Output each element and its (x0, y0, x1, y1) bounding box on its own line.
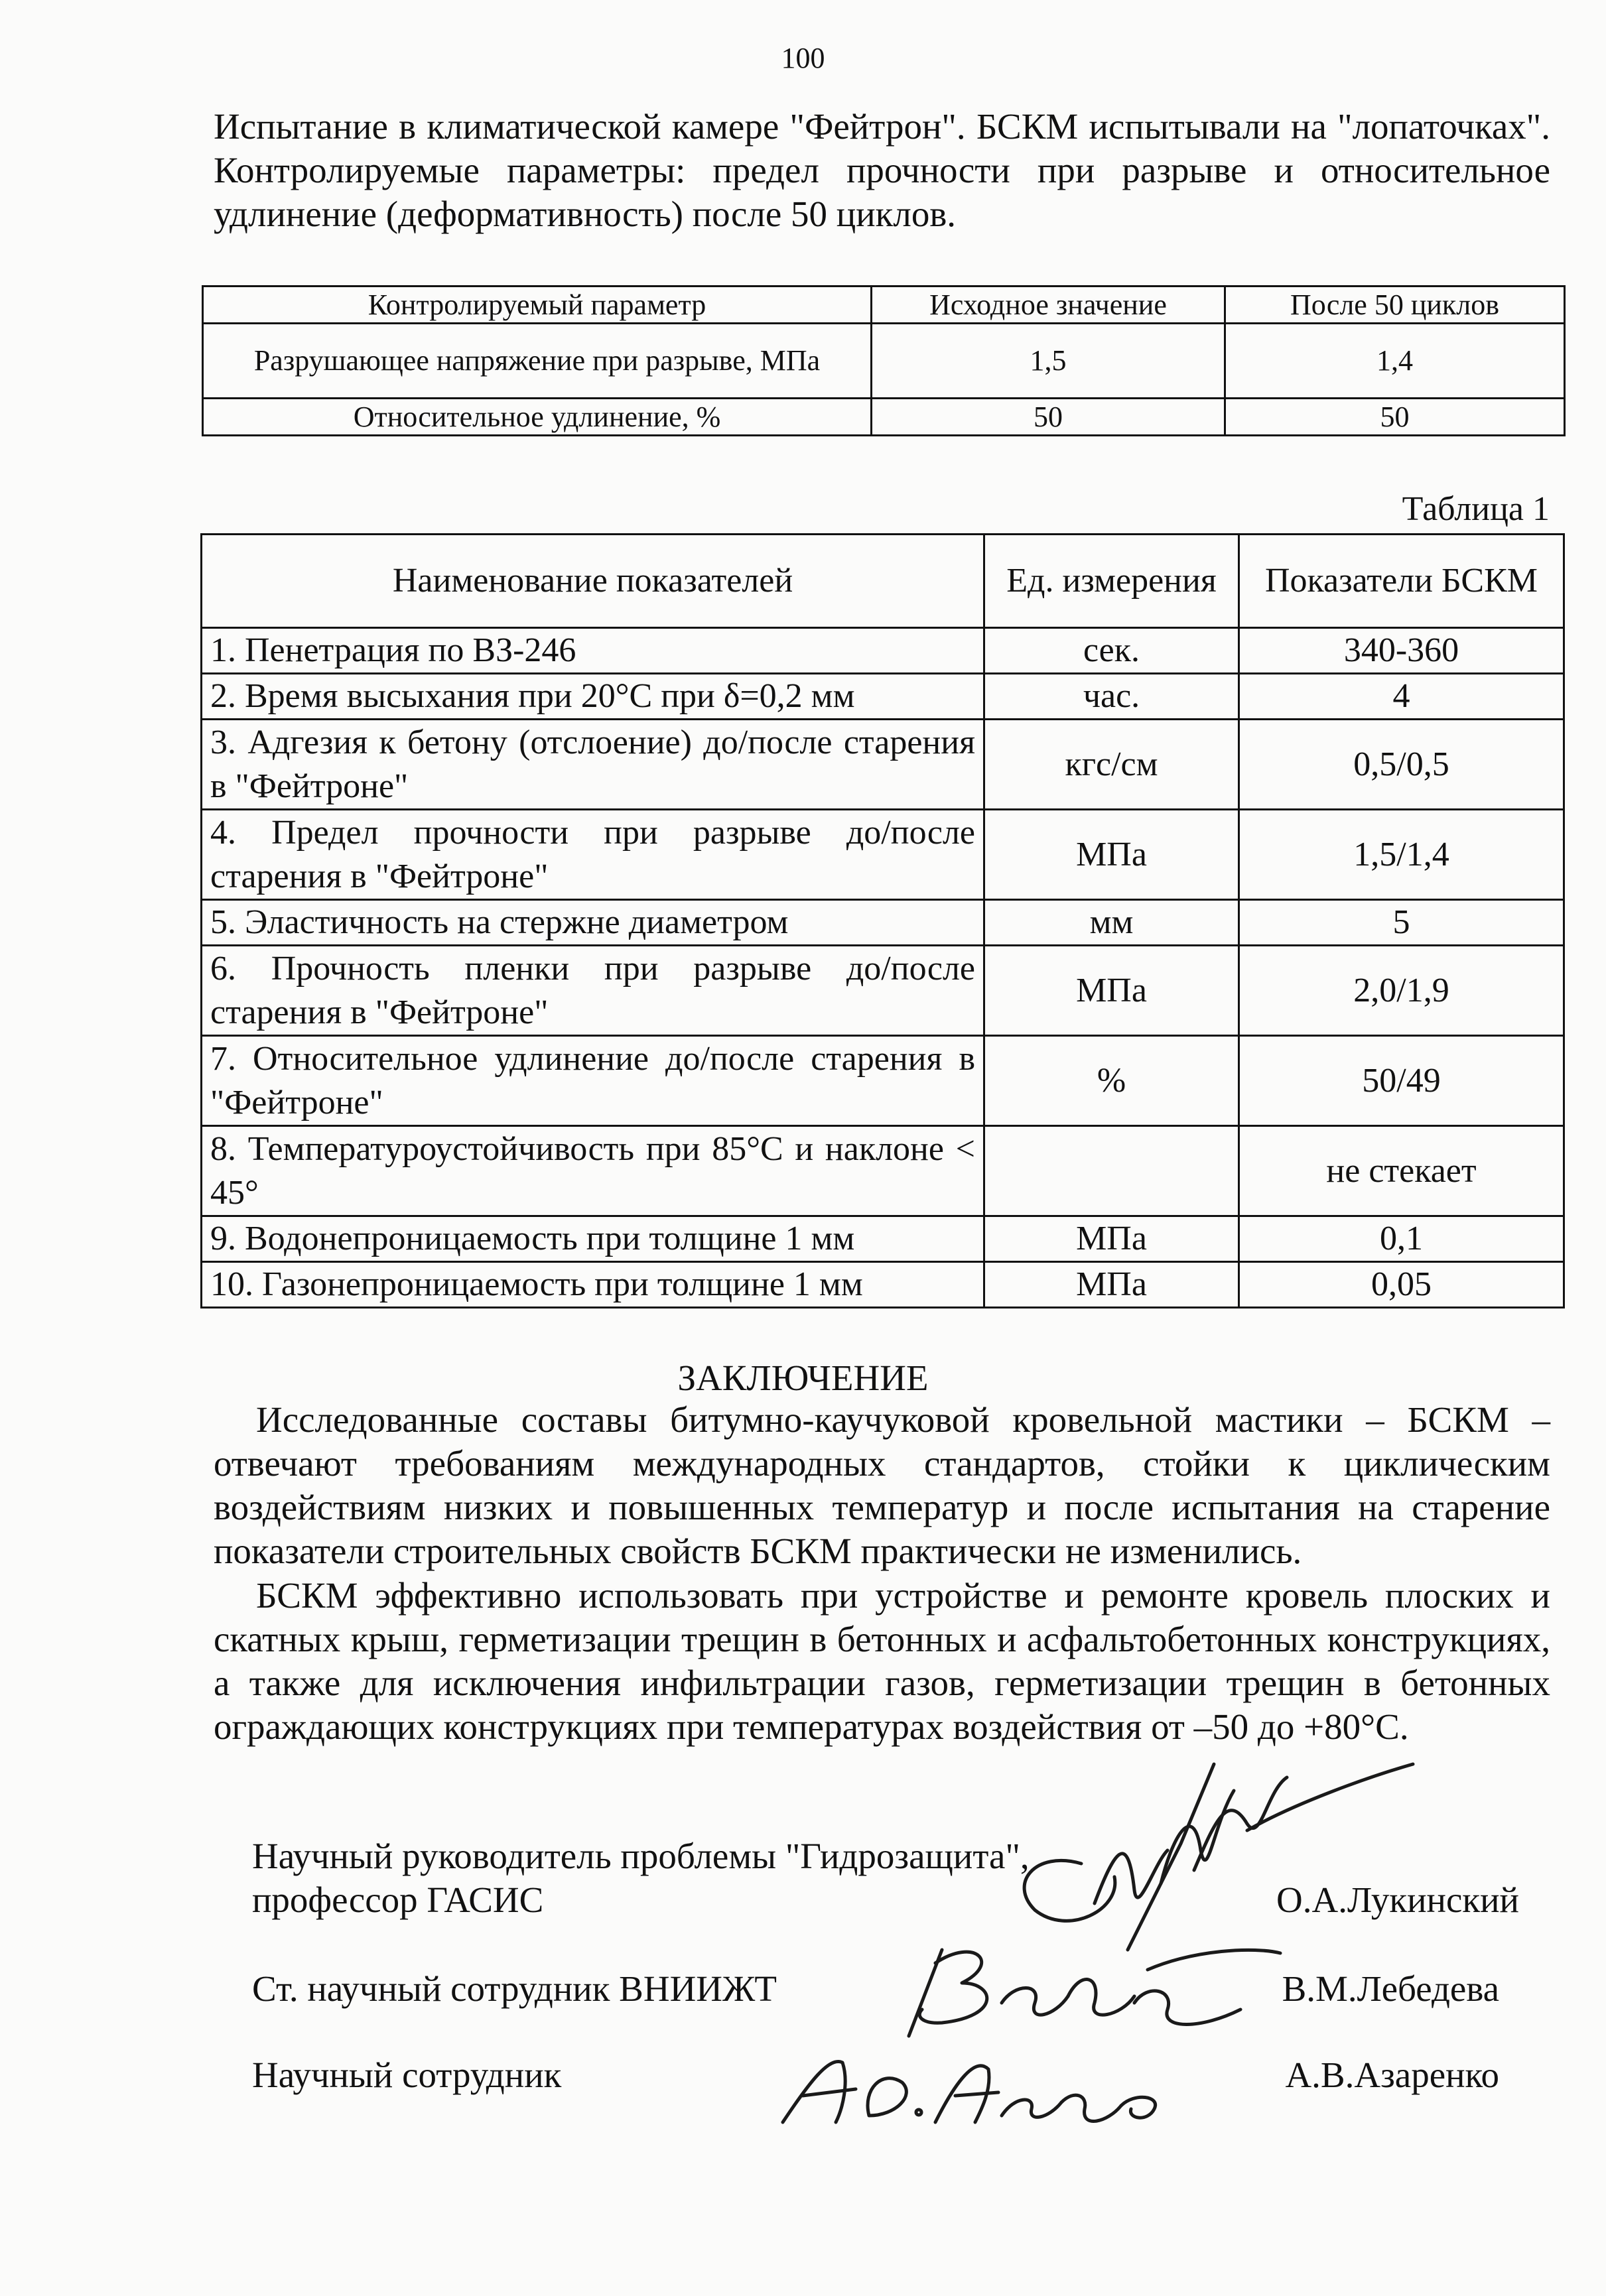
table-cell: 2,0/1,9 (1239, 946, 1564, 1036)
table-cell: 4. Предел прочности при разрыве до/после старения в "Фейтроне" (202, 810, 984, 900)
table-row (202, 1262, 1564, 1308)
table-cell: МПа (984, 1216, 1239, 1262)
table-cell: 1,5/1,4 (1239, 810, 1564, 900)
table-header-row (203, 287, 1565, 324)
intro-paragraph: Испытание в климатической камере "Фейтрон". БСКМ испытывали на "лопаточках". Контролируемые параметры: предел прочности при разрыве и относительное удлинение (деформативность) после 50 циклов. (214, 106, 1550, 234)
conclusion-title: ЗАКЛЮЧЕНИЕ (677, 1358, 929, 1398)
table-cell: МПа (984, 946, 1239, 1036)
table-cell: 340-360 (1239, 628, 1564, 674)
signature-azarenko (770, 2043, 1168, 2136)
signatory-position: Ст. научный сотрудник ВНИИЖТ (252, 1968, 777, 2009)
table-cell: 5 (1239, 900, 1564, 946)
test-results-table (202, 285, 1566, 436)
properties-table (200, 533, 1565, 1308)
conclusion-paragraph: Исследованные составы битумно-каучуковой кровельной мастики – БСКМ – отвечают требованиям международных стандартов, стойки к циклическим воздействиям низких и повышенных температур и после испытания на старение показатели строительных свойств БСКМ практически не изменились. (214, 1399, 1550, 1571)
table-cell: 3. Адгезия к бетону (отслоение) до/после старения в "Фейтроне" (202, 720, 984, 810)
table-cell: не стекает (1239, 1126, 1564, 1216)
signatory-position: Научный сотрудник (252, 2055, 562, 2095)
table-cell: 4 (1239, 674, 1564, 720)
table-cell: % (984, 1036, 1239, 1126)
page-number: 100 (781, 42, 825, 74)
table-cell: 1,5 (872, 324, 1225, 399)
table-cell: Разрушающее напряжение при разрыве, МПа (203, 324, 872, 399)
table-cell: 0,5/0,5 (1239, 720, 1564, 810)
signatory-name: В.М.Лебедева (1282, 1968, 1499, 2009)
table-cell: МПа (984, 810, 1239, 900)
table-cell: кгс/см (984, 720, 1239, 810)
table-cell: 6. Прочность пленки при разрыве до/после старения в "Фейтроне" (202, 946, 984, 1036)
table-cell: 1. Пенетрация по ВЗ-246 (202, 628, 984, 674)
table-cell: 7. Относительное удлинение до/после старения в "Фейтроне" (202, 1036, 984, 1126)
table-cell: 5. Эластичность на стержне диаметром (202, 900, 984, 946)
table-cell: сек. (984, 628, 1239, 674)
table-row (203, 324, 1565, 399)
table-cell: мм (984, 900, 1239, 946)
table-row (202, 674, 1564, 720)
table-cell: 0,1 (1239, 1216, 1564, 1262)
table-caption: Таблица 1 (1402, 490, 1550, 528)
table-row (202, 628, 1564, 674)
table-cell: 50 (1225, 399, 1565, 436)
table-header-cell: После 50 циклов (1225, 287, 1565, 324)
table-cell: 50/49 (1239, 1036, 1564, 1126)
table-row (202, 720, 1564, 810)
table-header-cell: Ед. измерения (984, 535, 1239, 628)
table-row (202, 810, 1564, 900)
table-cell: 0,05 (1239, 1262, 1564, 1308)
table-cell: 2. Время высыхания при 20°С при δ=0,2 мм (202, 674, 984, 720)
table-cell: 50 (872, 399, 1225, 436)
table-row (202, 1036, 1564, 1126)
table-header-cell: Наименование показателей (202, 535, 984, 628)
table-row (203, 399, 1565, 436)
table-header-cell: Показатели БСКМ (1239, 535, 1564, 628)
table-cell: 1,4 (1225, 324, 1565, 399)
table-cell: 10. Газонепроницаемость при толщине 1 мм (202, 1262, 984, 1308)
signatory-name: А.В.Азаренко (1285, 2055, 1499, 2095)
table-row (202, 1216, 1564, 1262)
conclusion-paragraph: БСКМ эффективно использовать при устройстве и ремонте кровель плоских и скатных крыш, герметизации трещин в бетонных и асфальтобетонных конструкциях, а также для исключения инфильтрации газов, герметизации трещин в бетонных ограждающих конструкциях при температурах воздействия от –50 до +80°С. (214, 1575, 1550, 1747)
table-row (202, 1126, 1564, 1216)
table-header-cell: Контролируемый параметр (203, 287, 872, 324)
signatory-position: профессор ГАСИС (252, 1880, 544, 1920)
table-cell: час. (984, 674, 1239, 720)
table-cell: Относительное удлинение, % (203, 399, 872, 436)
signatory-position: Научный руководитель проблемы "Гидрозащита", (252, 1836, 1030, 1876)
table-row (202, 946, 1564, 1036)
table-cell: МПа (984, 1262, 1239, 1308)
table-header-row (202, 535, 1564, 628)
table-row (202, 900, 1564, 946)
table-cell (984, 1126, 1239, 1216)
signature-lebedeva (882, 1923, 1294, 2056)
table-header-cell: Исходное значение (872, 287, 1225, 324)
signatory-name: О.А.Лукинский (1276, 1880, 1519, 1920)
table-cell: 9. Водонепроницаемость при толщине 1 мм (202, 1216, 984, 1262)
table-cell: 8. Температуроустойчивость при 85°С и наклоне < 45° (202, 1126, 984, 1216)
